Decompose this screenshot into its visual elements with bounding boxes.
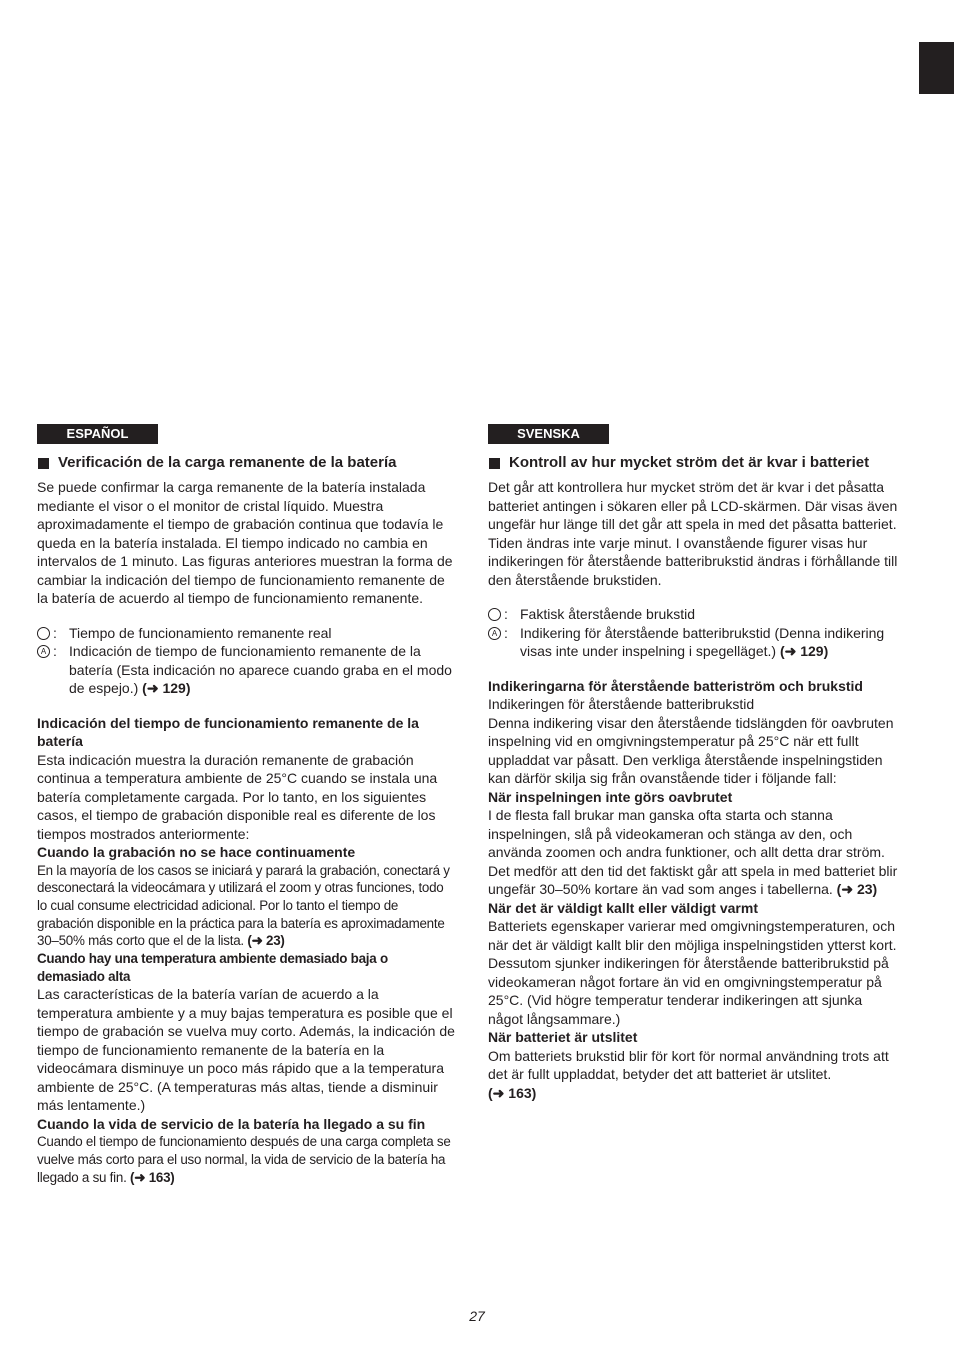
case-body: Batteriets egenskaper varierar med omgivningstemperaturen, och när det är väldigt kallt blir den möjliga inspelningstiden ytterst kort. Dessutom sjunker indikeringen för återstående batteribrukstid på videokameran något fortare än vid en omgivningstemperatur på 25°C. (Vid högre temperatur tenderar indikeringen att sjunka något långsammare.): [488, 918, 897, 1027]
page-reference: (➜ 23): [247, 933, 285, 949]
square-bullet-icon: [38, 458, 49, 469]
heading-text: Kontroll av hur mycket ström det är kvar i batteriet: [509, 454, 870, 471]
legend-item-a: A : Indikering för återstående batteribrukstid (Denna indikering visas inte under inspelning i spegelläget.) (➜ 129): [488, 624, 900, 661]
page-reference: (➜ 163): [488, 1084, 537, 1101]
section-heading: [37, 454, 455, 472]
case-body: Om batteriets brukstid blir för kort för normal användning trots att det är fullt uppladdat, betyder det att batteriet är utslitet.: [488, 1047, 889, 1082]
page-number: 27: [469, 1308, 485, 1324]
case-body: Cuando el tiempo de funcionamiento después de una carga completa se vuelve más corto para el uso normal, la vida de servicio de la batería ha llegado a su fin. (➜ 163): [37, 1134, 451, 1185]
page-reference: (➜ 129): [779, 643, 829, 659]
case-title: Cuando la vida de servicio de la batería ha llegado a su fin: [37, 1115, 426, 1132]
case-title: När batteriet är utslitet: [488, 1029, 638, 1045]
sub-body: Denna indikering visar den återstående tidslängden för oavbruten inspelning vid en omgivningstemperatur på 25°C när ett fullt uppladdat var påsatt. Den verkliga återstående inspelningstiden kan därför skilja sig från ovanstående tider i följande fall:: [488, 714, 894, 786]
section-heading: [488, 454, 900, 472]
case-body: Las características de la batería varían de acuerdo a la temperatura ambiente y a muy bajas temperatura es posible que el tiempo de grabación se vuelva muy corto. Además, la indicación de tiempo de funcionamiento remanente de la batería en la videocámara disminuye un poco más rápido que a la temperatura ambiente de 25°C. (A temperaturas más altas, tiende a disminuir más lentamente.): [37, 986, 455, 1114]
page-reference: (➜ 163): [130, 1169, 175, 1185]
case-title: När det är väldigt kallt eller väldigt varmt: [488, 899, 758, 916]
circled-a-icon: A: [488, 627, 501, 640]
legend-text: Faktisk återstående brukstid: [520, 606, 696, 622]
sub-heading: Indikeringarna för återstående batteriström och brukstid: [488, 677, 863, 694]
section-tab-marker: [919, 42, 954, 94]
language-tag: SVENSKA: [488, 424, 609, 444]
column-espanol: [37, 424, 455, 1187]
case-body: En la mayoría de los casos se iniciará y parará la grabación, conectará y desconectará la videocámara y utilizará el zoom y otras funciones, todo lo cual consume electricidad adicional. Por lo tanto el tiempo de grabación disponible en la práctica para la batería es aproximadamente 30–50% más corto que el de la lista. (➜ 23): [37, 862, 450, 949]
circled-a-icon: A: [37, 645, 50, 658]
sub-heading: Indicación del tiempo de funcionamiento remanente de la batería: [37, 714, 419, 749]
case-title: När inspelningen inte görs oavbrutet: [488, 788, 733, 805]
heading-text: Verificación de la carga remanente de la batería: [58, 454, 397, 471]
page-reference: (➜ 129): [142, 680, 191, 696]
case-body: I de flesta fall brukar man ganska ofta starta och stanna inspelningen, slå på videokameran och stänga av den, och använda zoomen och andra funktioner, och allt detta drar ström. Det medför att den tid det faktiskt går att spela in med batteriet blir ungefär 30–50% kortare än vad som anges i tabellerna. (➜ 23): [488, 807, 898, 897]
legend-text: Indicación de tiempo de funcionamiento remanente de la batería (Esta indicación no aparece cuando graba en el modo de espejo.): [69, 643, 452, 696]
intro-paragraph: Det går att kontrollera hur mycket ström det är kvar i det påsatta batteriet antingen i sökaren eller på LCD-skärmen. Där visas även ungefär hur länge till det går att spela in med det påsatta batteriet. Tiden ändras inte varje minut. I ovanstående figurer visas hur indikeringen för återstående batteribrukstid ändras i förhållande till den återstående brukstiden.: [488, 479, 898, 588]
legend-text: Tiempo de funcionamiento remanente real: [69, 624, 332, 641]
case-title: Cuando la grabación no se hace continuamente: [37, 844, 356, 860]
language-tag: ESPAÑOL: [37, 424, 158, 444]
page-reference: (➜ 23): [836, 881, 878, 897]
clock-icon: [488, 608, 501, 621]
square-bullet-icon: [489, 458, 500, 469]
column-svenska: [488, 424, 900, 1102]
case-title: Cuando hay una temperatura ambiente demasiado baja o demasiado alta: [37, 951, 388, 984]
sub-line: Indikeringen för återstående batteribrukstid: [488, 696, 755, 712]
sub-body: Esta indicación muestra la duración remanente de grabación continua a temperatura ambiente de 25°C cuando se instala una batería completamente cargada. Por lo tanto, en los siguientes casos, el tiempo de grabación disponible real es diferente de los tiempos mostrados anteriormente:: [37, 751, 438, 842]
intro-paragraph: Se puede confirmar la carga remanente de la batería instalada mediante el visor o el monitor de cristal líquido. Muestra aproximadamente el tiempo de grabación continua que todavía le queda en la batería instalada. El tiempo indicado no cambia en intervalos de 1 minuto. Las figuras anteriores muestran la forma de cambiar la indicación del tiempo de funcionamiento remanente de la batería de acuerdo al tiempo de funcionamiento remanente.: [37, 479, 453, 606]
clock-icon: [37, 627, 50, 640]
legend-item-clock: : Faktisk återstående brukstid: [488, 605, 900, 624]
legend-text: Indikering för återstående batteribrukstid (Denna indikering visas inte under inspelning i spegelläget.): [520, 624, 885, 659]
legend-item-clock: : Tiempo de funcionamiento remanente real: [37, 624, 455, 643]
legend-item-a: A : Indicación de tiempo de funcionamiento remanente de la batería (Esta indicación no aparece cuando graba en el modo de espejo.) (➜ 129): [37, 642, 455, 698]
